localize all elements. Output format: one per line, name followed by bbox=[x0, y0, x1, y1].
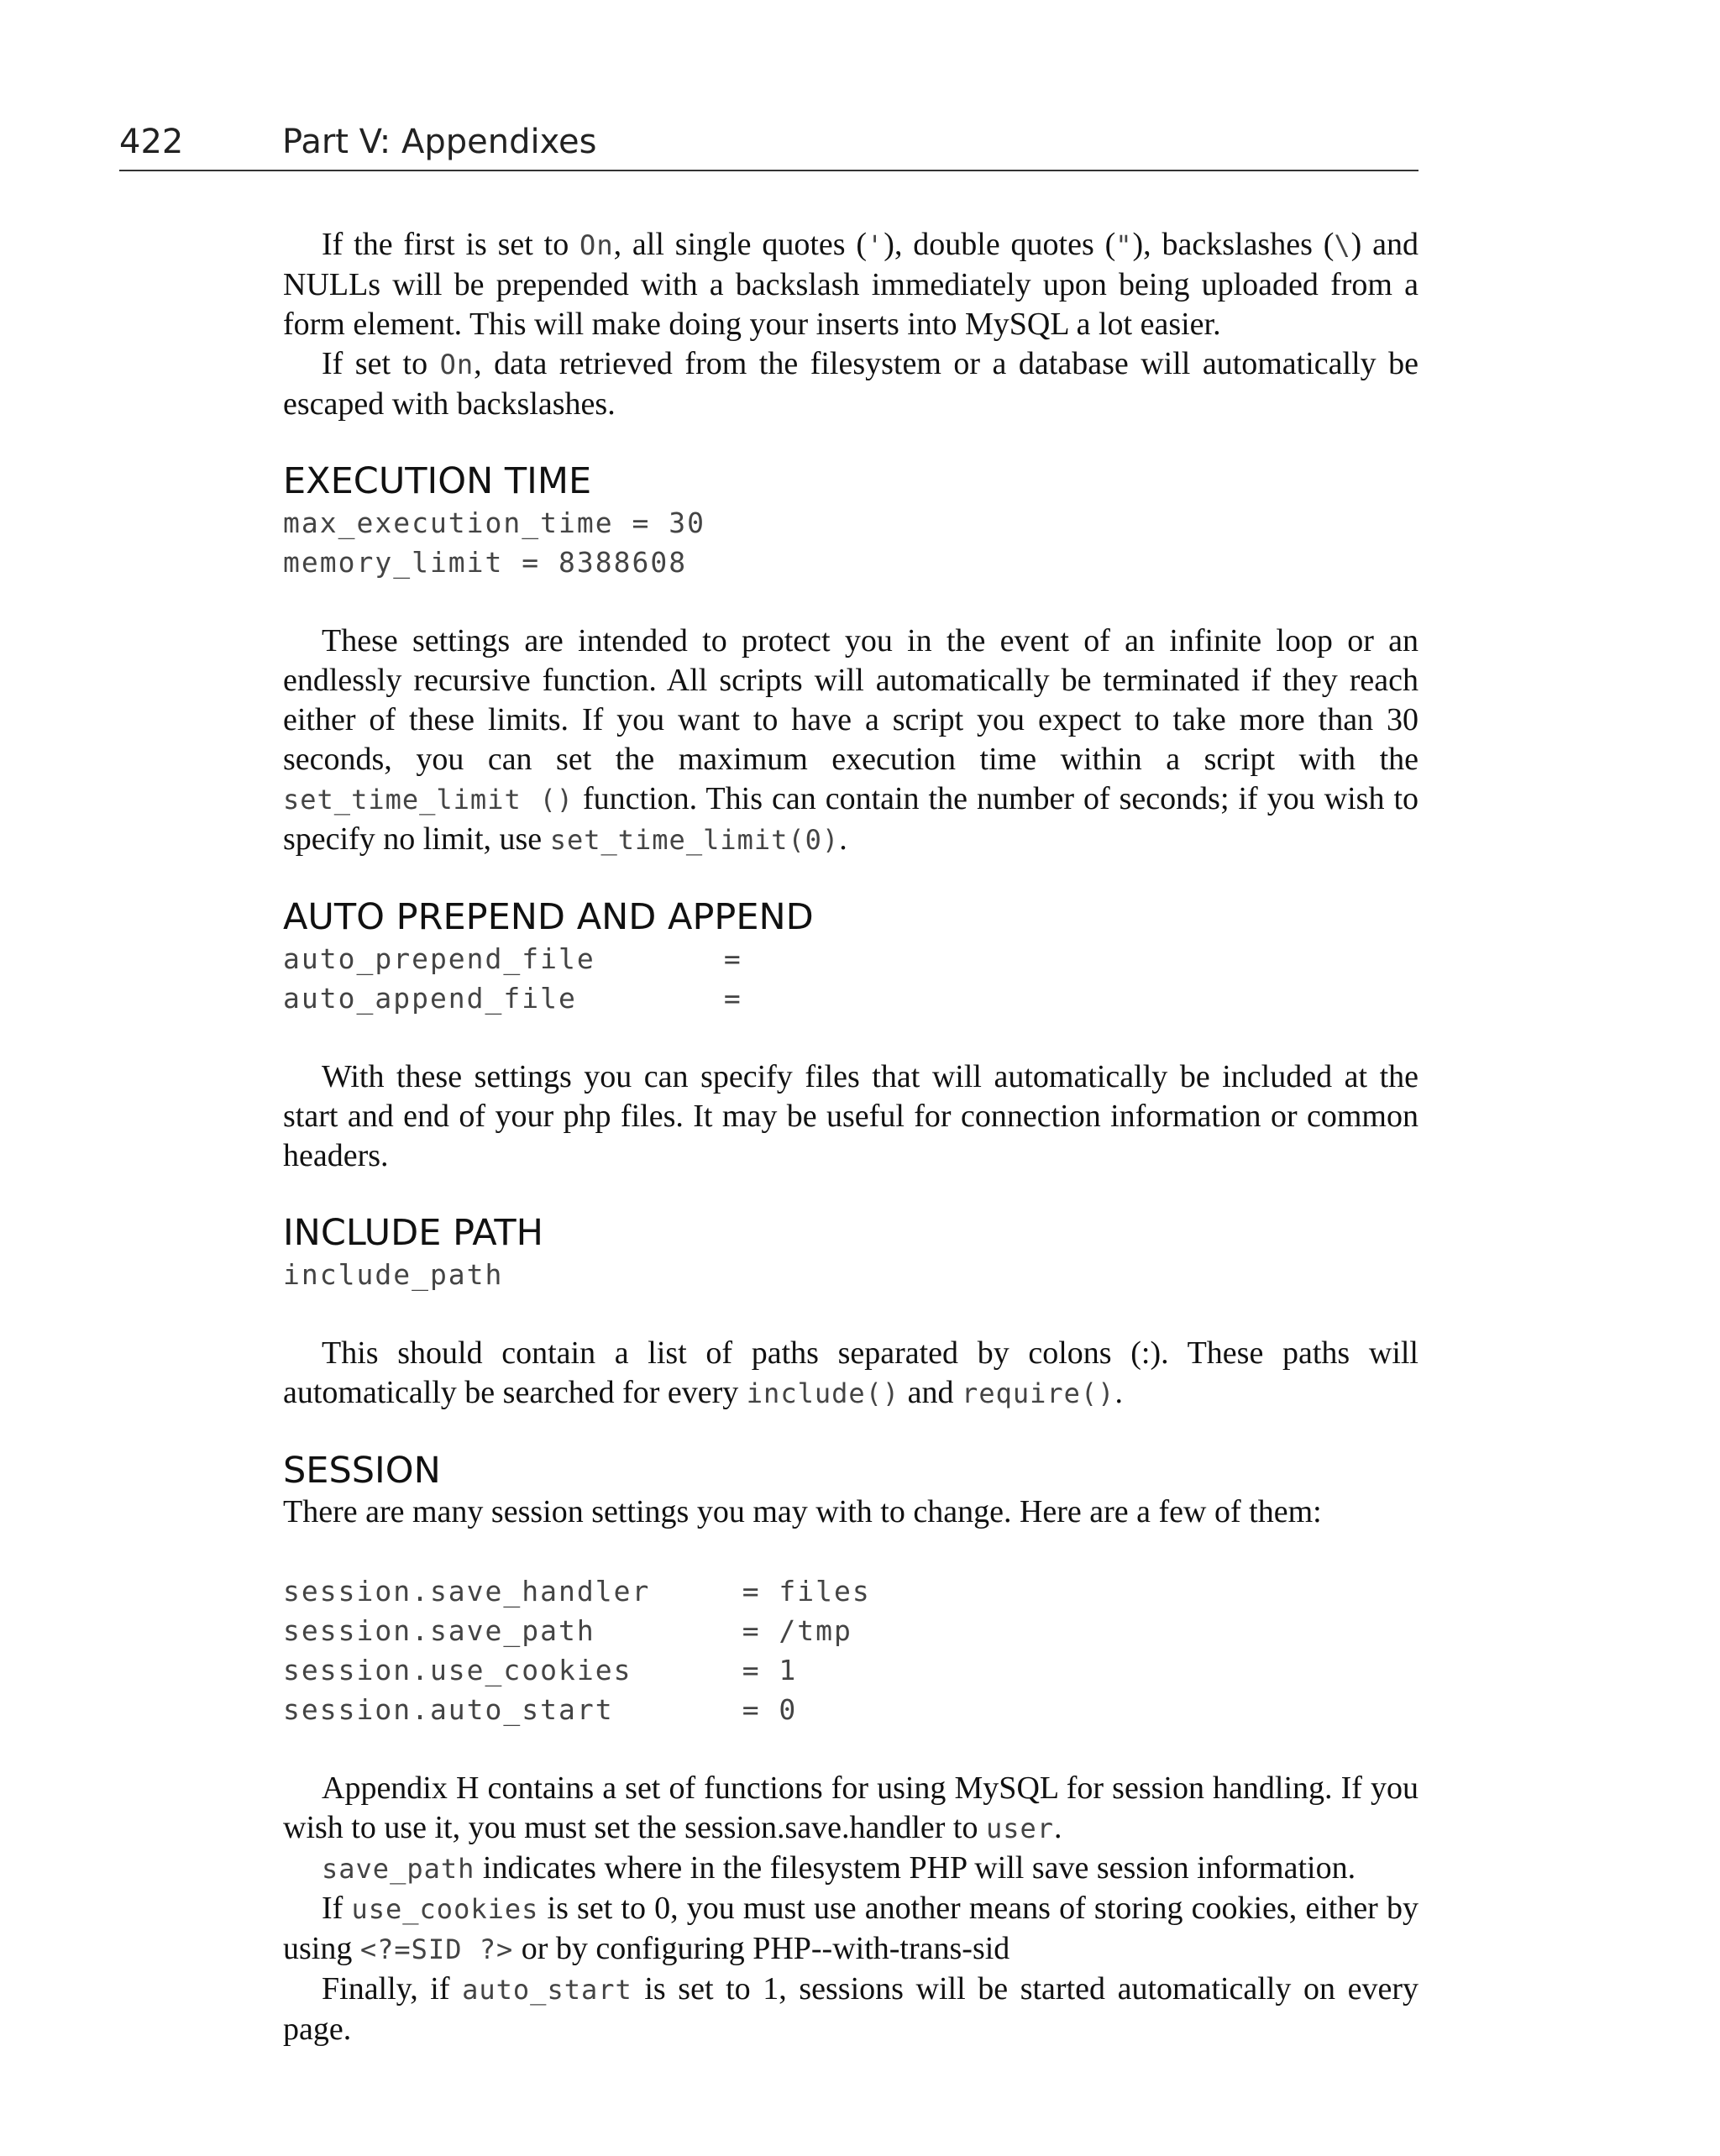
heading-execution-time: EXECUTION TIME bbox=[283, 460, 592, 502]
inline-code: use_cookies bbox=[351, 1893, 539, 1925]
code-line: auto_prepend_file = bbox=[283, 942, 742, 975]
paragraph-use-cookies bbox=[283, 1889, 1418, 1970]
text: Appendix H contains a set of functions for using MySQL for session handling. If you wish to use it, you must set the session.save.handler to bbox=[283, 1770, 1418, 1845]
text: . bbox=[839, 821, 847, 857]
code-line: max_execution_time = 30 bbox=[283, 506, 705, 539]
code-line: include_path bbox=[283, 1258, 504, 1291]
code-line: session.save_path = /tmp bbox=[283, 1614, 852, 1647]
inline-code: auto_start bbox=[462, 1974, 632, 2006]
inline-code: set_time_limit(0) bbox=[549, 824, 840, 856]
page-number: 422 bbox=[119, 123, 184, 161]
text: If the first is set to bbox=[322, 227, 580, 262]
text: These settings are intended to protect you in the event of an infinite loop or an endlessly recursive function. All scripts will automatically be terminated if they reach either of these limits. If you want to have a script you expect to take more than 30 seconds, you can set the maximum execution time within a script with the bbox=[283, 623, 1418, 777]
code-line: session.use_cookies = 1 bbox=[283, 1654, 798, 1687]
running-header bbox=[119, 118, 1418, 171]
code-line: session.auto_start = 0 bbox=[283, 1693, 798, 1726]
text: If bbox=[322, 1891, 352, 1926]
paragraph-session-handler bbox=[283, 1769, 1418, 1849]
text: , data retrieved from the filesystem or a database will automatically be escaped with backslashes. bbox=[283, 346, 1419, 422]
text: indicates where in the filesystem PHP will save session information. bbox=[475, 1850, 1356, 1886]
code-line: auto_append_file = bbox=[283, 982, 742, 1015]
paragraph-save-path bbox=[283, 1849, 1418, 1889]
paragraph-auto-prepend: With these settings you can specify files that will automatically be included at the start and end of your php files. It may be useful for connection information or common headers. bbox=[283, 1059, 1418, 1173]
inline-code: On bbox=[579, 229, 614, 261]
text: and bbox=[899, 1375, 962, 1410]
paragraph-include-path bbox=[283, 1334, 1418, 1414]
text: If set to bbox=[322, 346, 440, 381]
paragraph-auto-start bbox=[283, 1970, 1418, 2049]
text: ) and NULLs will be prepended with a backslash immediately upon being uploaded from a form element. This will make doing your inserts into MySQL a lot easier. bbox=[283, 227, 1418, 342]
page-content bbox=[283, 225, 1418, 2049]
inline-code: set_time_limit () bbox=[283, 784, 574, 816]
text: . bbox=[1054, 1810, 1062, 1845]
inline-code: require() bbox=[962, 1377, 1115, 1409]
paragraph-session-intro: There are many session settings you may with to change. Here are a few of them: bbox=[283, 1494, 1322, 1529]
inline-code: ' bbox=[867, 229, 884, 261]
inline-code: user bbox=[985, 1812, 1055, 1844]
running-title: Part V: Appendixes bbox=[282, 123, 597, 161]
text: Finally, if bbox=[322, 1971, 463, 2006]
inline-code: \ bbox=[1334, 229, 1351, 261]
text: ), double quotes ( bbox=[884, 227, 1116, 262]
heading-include-path: INCLUDE PATH bbox=[283, 1212, 543, 1254]
inline-code: include() bbox=[746, 1377, 900, 1409]
text: is set to 0, you must use another means of storing cookies, either by using bbox=[283, 1891, 1418, 1966]
text: , all single quotes ( bbox=[613, 227, 868, 262]
inline-code: <?=SID ?> bbox=[359, 1933, 514, 1965]
heading-session: SESSION bbox=[283, 1450, 441, 1492]
inline-code: On bbox=[439, 349, 475, 380]
text: . bbox=[1114, 1375, 1123, 1410]
text: function. This can contain the number of seconds; if you wish to specify no limit, use bbox=[283, 781, 1419, 857]
code-line: memory_limit = 8388608 bbox=[283, 546, 688, 579]
text: is set to 1, sessions will be started automatically on every page. bbox=[283, 1971, 1418, 2047]
code-line: session.save_handler = files bbox=[283, 1575, 871, 1608]
heading-auto-prepend: AUTO PREPEND AND APPEND bbox=[283, 896, 814, 938]
paragraph-magic-quotes bbox=[283, 225, 1418, 344]
paragraph-execution-time bbox=[283, 622, 1418, 860]
paragraph-magic-quotes-runtime bbox=[283, 344, 1418, 424]
inline-code: " bbox=[1115, 229, 1133, 261]
text: This should contain a list of paths separated by colons (:). These paths will automatically be searched for every bbox=[283, 1335, 1418, 1410]
text: or by configuring PHP--with-trans-sid bbox=[513, 1931, 1010, 1966]
inline-code: save_path bbox=[322, 1853, 475, 1885]
text: ), backslashes ( bbox=[1132, 227, 1335, 262]
